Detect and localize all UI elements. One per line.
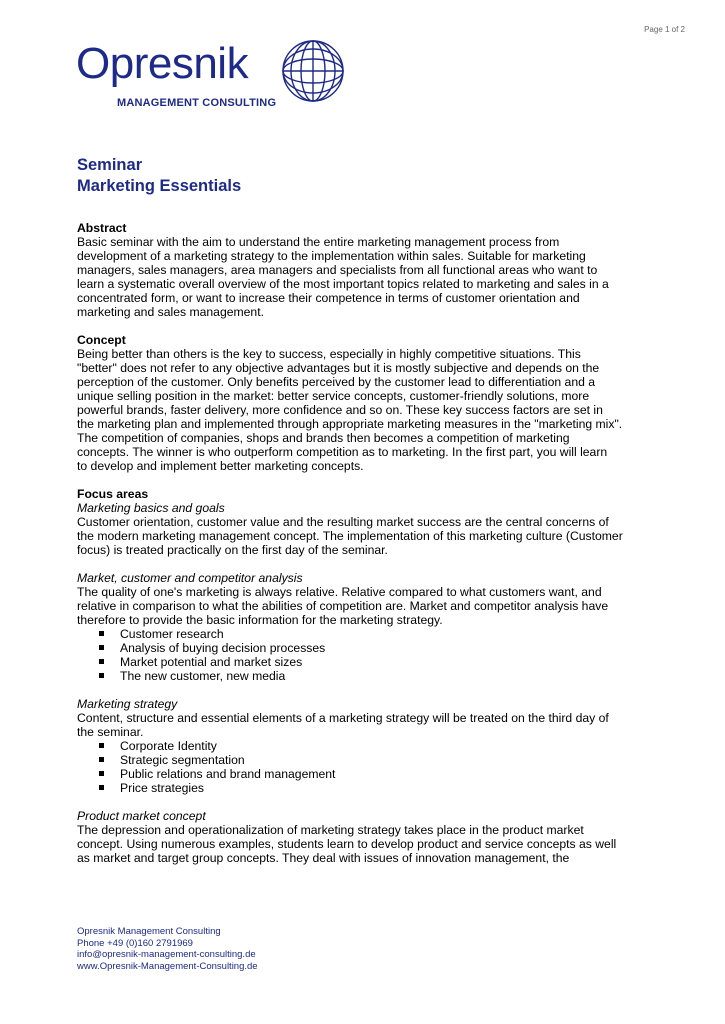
product-line: concept. Using numerous examples, students learn to develop product and service concepts as well	[77, 837, 617, 851]
strategy-subheading: Marketing strategy	[77, 697, 178, 711]
concept-line: the marketing plan and implemented through appropriate marketing measures in the "marketing mix".	[77, 417, 623, 431]
product-line: The depression and operationalization of marketing strategy takes place in the product market	[77, 823, 584, 837]
square-bullet-icon	[99, 785, 104, 790]
globe-icon	[274, 32, 352, 110]
concept-line: Being better than others is the key to success, especially in highly competitive situations. This	[77, 347, 581, 361]
footer-contact	[77, 926, 258, 972]
list-item-label: The new customer, new media	[120, 669, 286, 683]
concept-line: "better" does not refer to any objective advantages but it is mostly subjective and depends on the	[77, 361, 600, 375]
square-bullet-icon	[99, 771, 104, 776]
concept-heading: Concept	[77, 333, 126, 347]
abstract-heading: Abstract	[77, 221, 127, 235]
basics-subheading: Marketing basics and goals	[77, 501, 225, 515]
analysis-subsection	[77, 571, 657, 683]
list-item-label: Corporate Identity	[120, 739, 217, 753]
square-bullet-icon	[99, 631, 104, 636]
list-item-label: Strategic segmentation	[120, 753, 245, 767]
square-bullet-icon	[99, 659, 104, 664]
list-item-label: Market potential and market sizes	[120, 655, 303, 669]
list-item	[77, 739, 657, 753]
page-number: Page 1 of 2	[644, 25, 685, 34]
list-item	[77, 669, 657, 683]
footer-email-link[interactable]: info@opresnik-management-consulting.de	[77, 949, 256, 961]
abstract-line: learn a systematic overall overview of the most important topics related to marketing and sales in a	[77, 277, 609, 291]
list-item-label: Customer research	[120, 627, 224, 641]
strategy-line: the seminar.	[77, 725, 144, 739]
square-bullet-icon	[99, 673, 104, 678]
strategy-line: Content, structure and essential elements of a marketing strategy will be treated on the third day of	[77, 711, 609, 725]
concept-line: The competition of companies, shops and brands then becomes a competition of marketing	[77, 431, 570, 445]
concept-line: powerful brands, faster delivery, more confidence and so on. These key success factors are set in	[77, 403, 603, 417]
strategy-subsection	[77, 697, 657, 795]
list-item	[77, 641, 657, 655]
title-line-1: Seminar	[77, 156, 143, 174]
list-item	[77, 627, 657, 641]
concept-line: concepts. The winner is who outperform competition as to marketing. In the first part, you will learn	[77, 445, 608, 459]
product-line: as market and target group concepts. They deal with issues of innovation management, the	[77, 851, 570, 865]
list-item	[77, 781, 657, 795]
basics-line: focus) is treated practically on the first day of the seminar.	[77, 543, 388, 557]
concept-section	[77, 333, 657, 473]
list-item	[77, 753, 657, 767]
product-subheading: Product market concept	[77, 809, 206, 823]
list-item	[77, 767, 657, 781]
logo-name: Opresnik	[76, 39, 249, 88]
focus-heading: Focus areas	[77, 487, 149, 501]
list-item	[77, 655, 657, 669]
square-bullet-icon	[99, 757, 104, 762]
abstract-line: development of a marketing strategy to the implementation within sales. Suitable for marketing	[77, 249, 586, 263]
abstract-line: Basic seminar with the aim to understand the entire marketing management process from	[77, 235, 560, 249]
product-subsection	[77, 809, 657, 865]
analysis-line: relative in comparison to what the abilities of competition are. Market and competitor analysis have	[77, 599, 609, 613]
list-item-label: Public relations and brand management	[120, 767, 336, 781]
analysis-subheading: Market, customer and competitor analysis	[77, 571, 303, 585]
concept-line: perception of the customer. Only benefits perceived by the customer lead to differentiation and a	[77, 375, 596, 389]
basics-line: Customer orientation, customer value and the resulting market success are the central concerns of	[77, 515, 609, 529]
company-logo	[76, 32, 351, 114]
basics-line: the modern marketing management concept. The implementation of this marketing culture (Customer	[77, 529, 623, 543]
list-item-label: Analysis of buying decision processes	[120, 641, 326, 655]
analysis-line: therefore to provide the basic information for the marketing strategy.	[77, 613, 443, 627]
concept-line: to develop and implement better marketing concepts.	[77, 459, 364, 473]
square-bullet-icon	[99, 645, 104, 650]
abstract-section	[77, 221, 657, 319]
focus-section	[77, 487, 657, 865]
document-body	[77, 221, 657, 865]
abstract-line: marketing and sales management.	[77, 305, 264, 319]
footer-company: Opresnik Management Consulting	[77, 926, 221, 937]
analysis-bullet-list	[77, 627, 657, 683]
strategy-bullet-list	[77, 739, 657, 795]
basics-subsection	[77, 501, 657, 557]
document-title	[77, 155, 241, 197]
abstract-line: managers, sales managers, area managers and specialists from all functional areas who want to	[77, 263, 598, 277]
footer-phone: Phone +49 (0)160 2791969	[77, 937, 193, 949]
logo-subtitle: MANAGEMENT CONSULTING	[117, 97, 277, 109]
title-line-2: Marketing Essentials	[77, 177, 242, 195]
analysis-line: The quality of one's marketing is always relative. Relative compared to what customers want, and	[77, 585, 602, 599]
abstract-line: concentrated form, or want to increase their competence in terms of customer orientation and	[77, 291, 580, 305]
square-bullet-icon	[99, 743, 104, 748]
concept-line: unique selling position in the market: better service concepts, customer-friendly solutions, more	[77, 389, 590, 403]
list-item-label: Price strategies	[120, 781, 204, 795]
footer-website-link[interactable]: www.Opresnik-Management-Consulting.de	[77, 960, 258, 972]
